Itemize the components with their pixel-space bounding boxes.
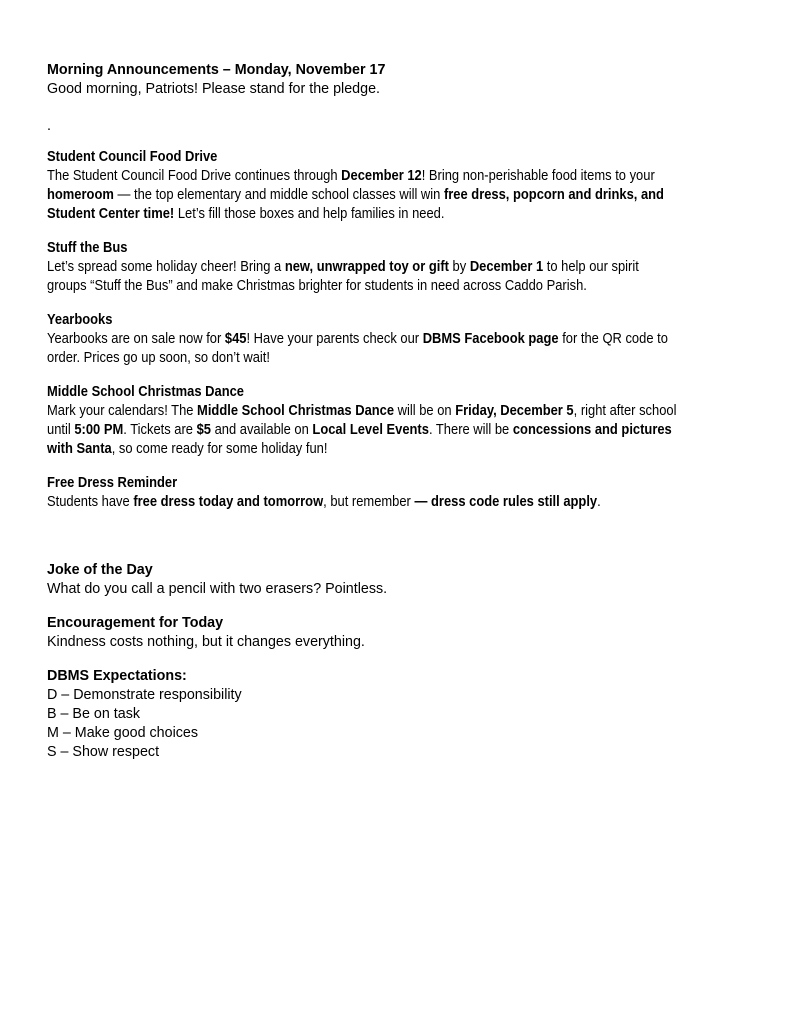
- section-christmas-dance: [47, 383, 791, 459]
- section-encouragement: [47, 614, 791, 652]
- section-body-line: Kindness costs nothing, but it changes everything.: [47, 634, 365, 650]
- list-item: B – Be on task: [47, 706, 140, 722]
- list-item: D – Demonstrate responsibility: [47, 687, 242, 703]
- section-body-line: Student Center time! Let’s fill those boxes and help families in need.: [47, 206, 445, 222]
- section-heading: Joke of the Day: [47, 562, 153, 578]
- section-body-line: until 5:00 PM. Tickets are $5 and available on Local Level Events. There will be concessions and pictures: [47, 422, 672, 438]
- section-free-dress: [47, 474, 791, 512]
- section-heading: Yearbooks: [47, 312, 113, 328]
- header-block: [47, 61, 791, 136]
- section-heading: Student Council Food Drive: [47, 149, 218, 165]
- section-joke: [47, 561, 791, 599]
- section-heading: Encouragement for Today: [47, 615, 224, 631]
- section-heading: DBMS Expectations:: [47, 668, 187, 684]
- section-yearbooks: [47, 311, 791, 368]
- section-heading: Stuff the Bus: [47, 240, 128, 256]
- list-item: M – Make good choices: [47, 725, 198, 741]
- greeting-text: Good morning, Patriots! Please stand for the pledge.: [47, 81, 380, 97]
- dot-line: .: [47, 118, 51, 134]
- section-body-line: groups “Stuff the Bus” and make Christmas brighter for students in need across Caddo Parish.: [47, 278, 587, 294]
- section-body-line: What do you call a pencil with two erasers? Pointless.: [47, 581, 388, 597]
- section-expectations: [47, 667, 791, 762]
- section-body-line: homeroom — the top elementary and middle school classes will win free dress, popcorn and drinks, and: [47, 187, 664, 203]
- section-body-line: Students have free dress today and tomorrow, but remember — dress code rules still apply.: [47, 494, 601, 510]
- list-item: S – Show respect: [47, 744, 160, 760]
- section-body-line: Yearbooks are on sale now for $45! Have your parents check our DBMS Facebook page for the QR code to: [47, 331, 668, 347]
- section-body-line: order. Prices go up soon, so don’t wait!: [47, 350, 270, 366]
- section-body-line: Let’s spread some holiday cheer! Bring a new, unwrapped toy or gift by December 1 to help our spirit: [47, 259, 639, 275]
- section-heading: Middle School Christmas Dance: [47, 384, 245, 400]
- section-heading: Free Dress Reminder: [47, 475, 178, 491]
- document-title: Morning Announcements – Monday, November 17: [47, 62, 386, 78]
- section-body-line: The Student Council Food Drive continues through December 12! Bring non-perishable food items to your: [47, 168, 655, 184]
- section-food-drive: [47, 148, 791, 224]
- section-body-line: Mark your calendars! The Middle School Christmas Dance will be on Friday, December 5, right after school: [47, 403, 677, 419]
- section-stuff-the-bus: [47, 239, 791, 296]
- section-body-line: with Santa, so come ready for some holiday fun!: [47, 441, 328, 457]
